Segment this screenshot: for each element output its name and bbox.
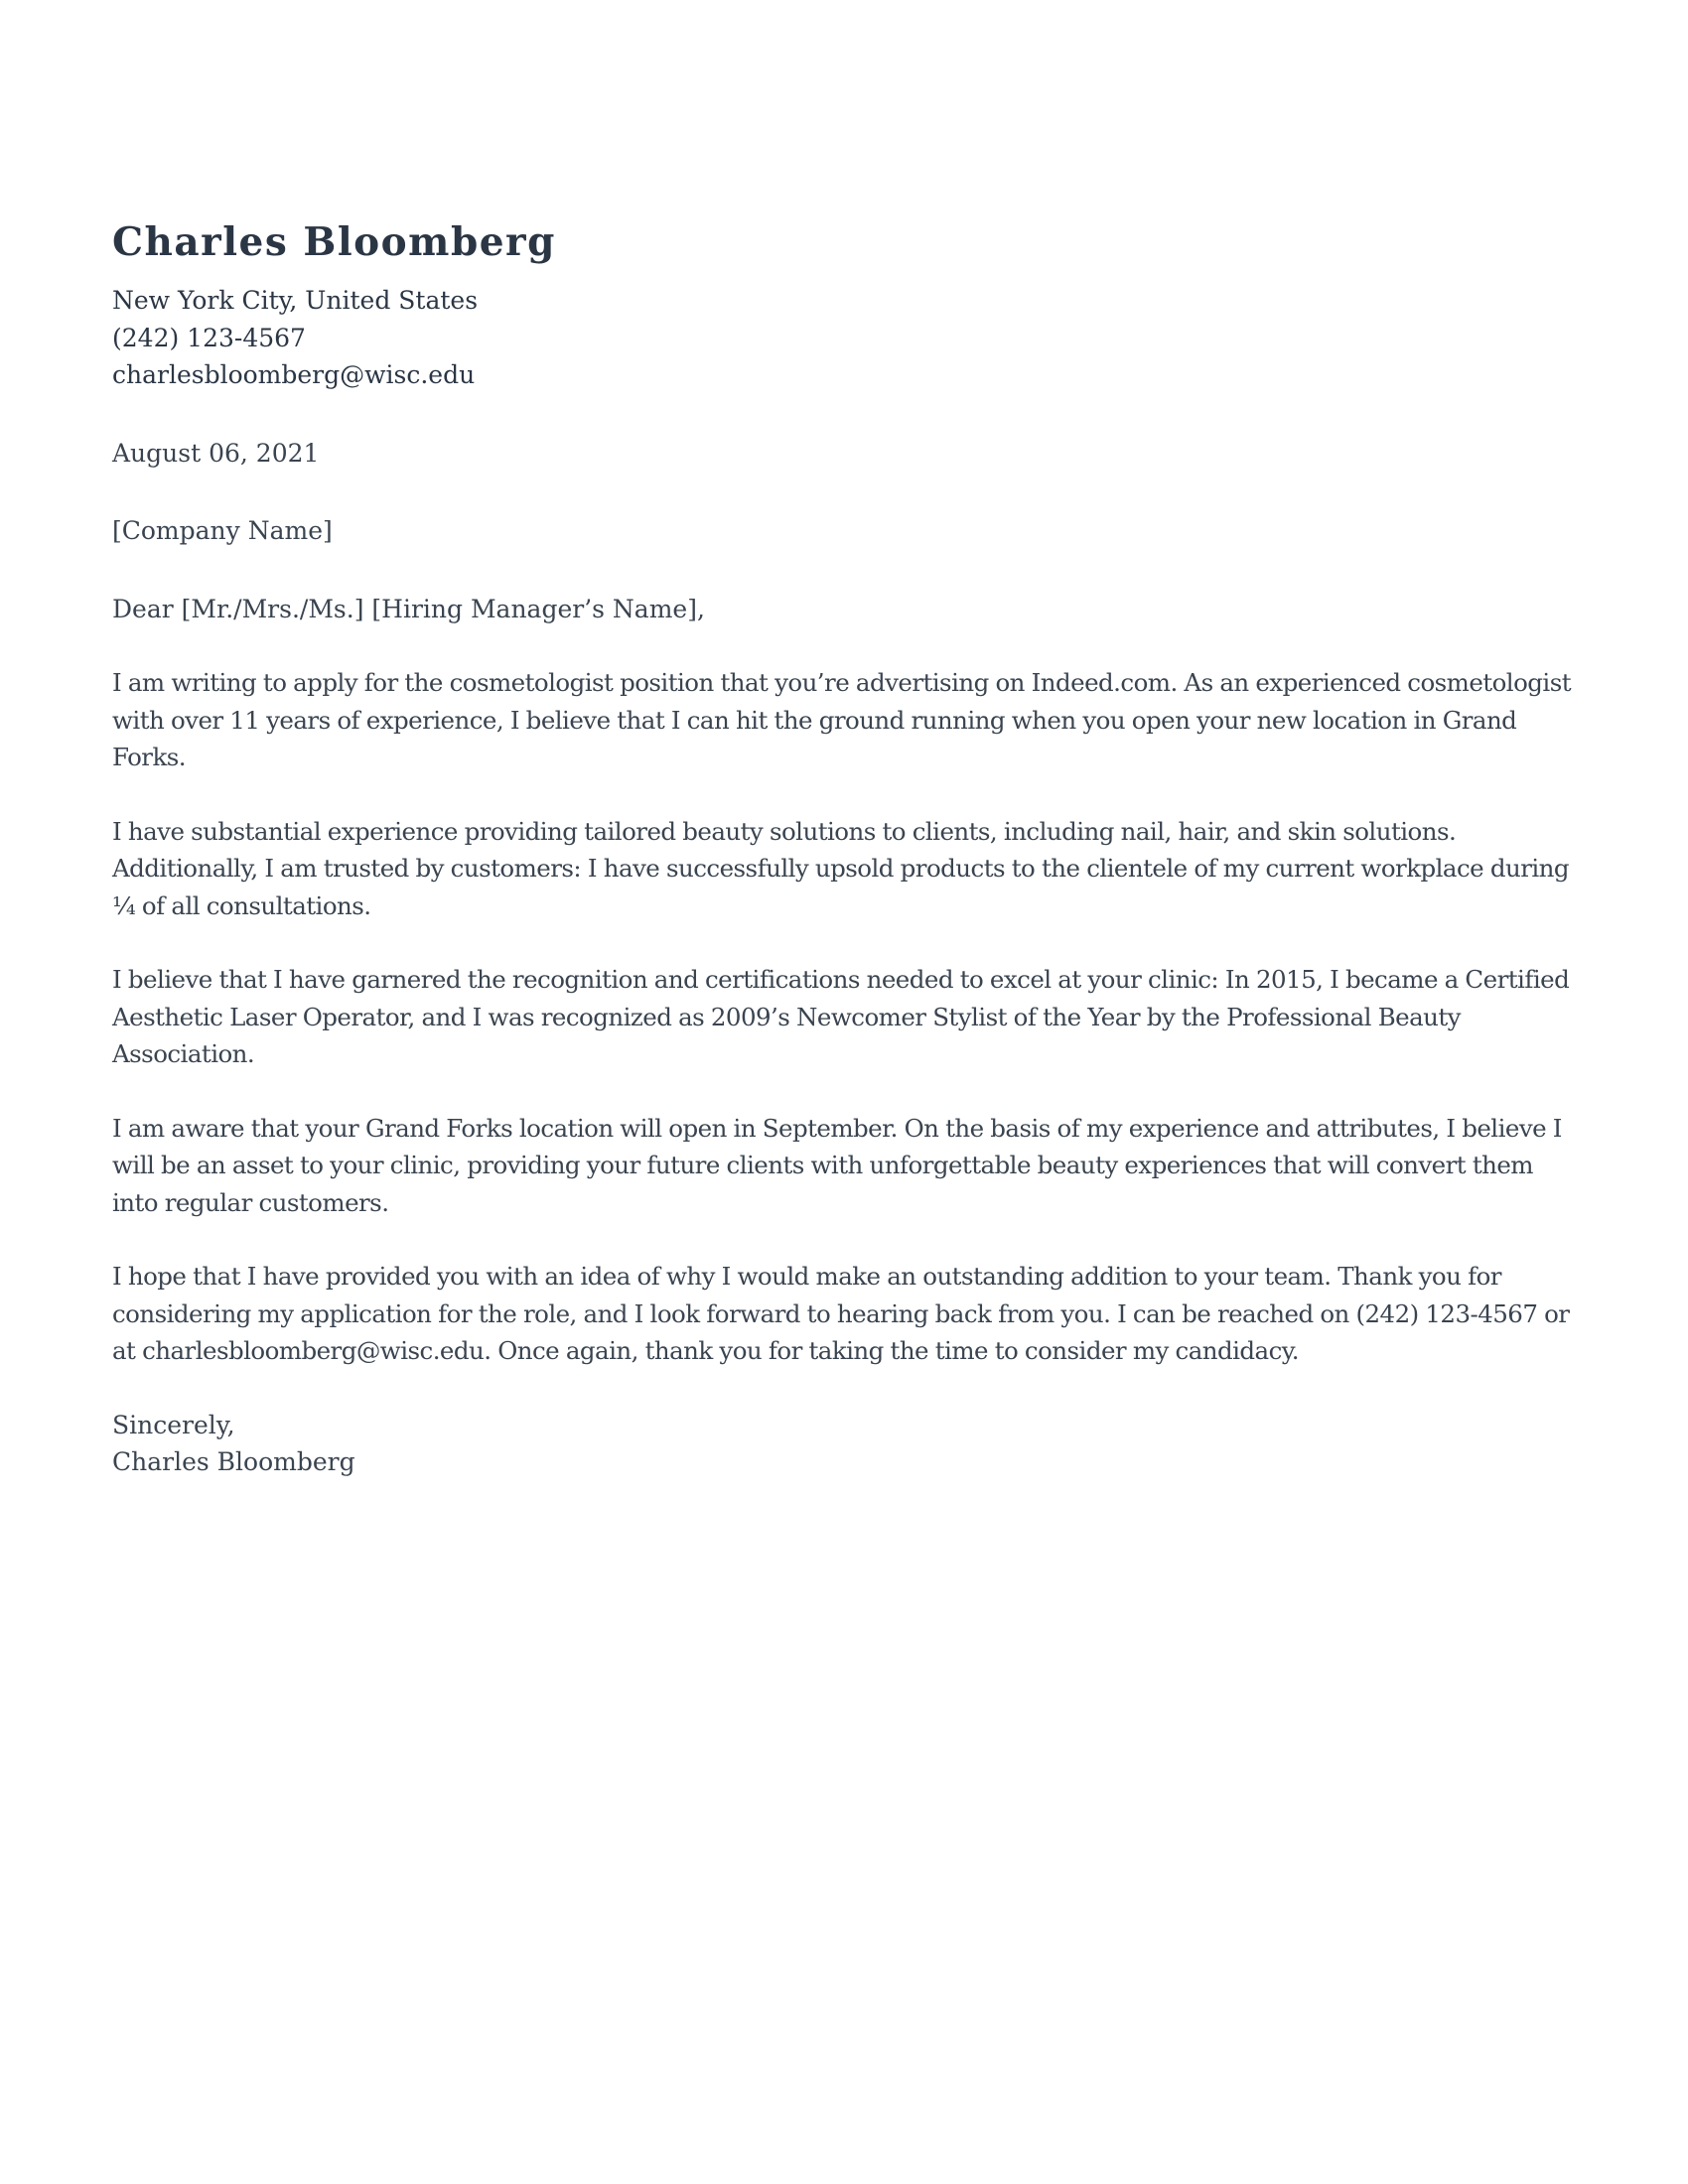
sender-phone: (242) 123-4567 [112, 323, 306, 352]
body-paragraph: I believe that I have garnered the recognition and certifications needed to excel at your clinic: In 2015, I became a Certified Aesthetic Laser Operator, and I was recognized as 2009’s Newcomer Stylist of the Year by the Professional Beauty Association. [112, 965, 1570, 1068]
recipient-company: [Company Name] [112, 516, 333, 545]
letter-greeting: Dear [Mr./Mrs./Ms.] [Hiring Manager’s Name], [112, 594, 705, 623]
sender-location: New York City, United States [112, 286, 479, 315]
letter-signature: Charles Bloomberg [112, 1447, 355, 1476]
cover-letter [112, 216, 1577, 1481]
body-paragraph: I have substantial experience providing tailored beauty solutions to clients, including nail, hair, and skin solutions. Additionally, I am trusted by customers: I have successfully upsold products to the clientele of my current workplace during ¼ of all consultations. [112, 816, 1570, 920]
sender-name: Charles Bloomberg [112, 219, 556, 265]
sender-email: charlesbloomberg@wisc.edu [112, 360, 476, 389]
letter-closing: Sincerely, [112, 1410, 235, 1439]
letter-date: August 06, 2021 [112, 438, 320, 468]
body-paragraph: I am writing to apply for the cosmetologist position that you’re advertising on Indeed.com. As an experienced cosmetologist with over 11 years of experience, I believe that I can hit the ground running when you open your new location in Grand Forks. [112, 668, 1572, 771]
body-paragraph: I am aware that your Grand Forks location will open in September. On the basis of my experience and attributes, I believe I will be an asset to your clinic, providing your future clients with unforgettable beauty experiences that will convert them into regular customers. [112, 1113, 1562, 1217]
body-paragraph: I hope that I have provided you with an idea of why I would make an outstanding addition to your team. Thank you for considering my application for the role, and I look forward to hearing back from you. I can be reached on (242) 123-4567 or at charlesbloomberg@wisc.edu. Once again, thank you for taking the time to consider my candidacy. [112, 1262, 1570, 1365]
